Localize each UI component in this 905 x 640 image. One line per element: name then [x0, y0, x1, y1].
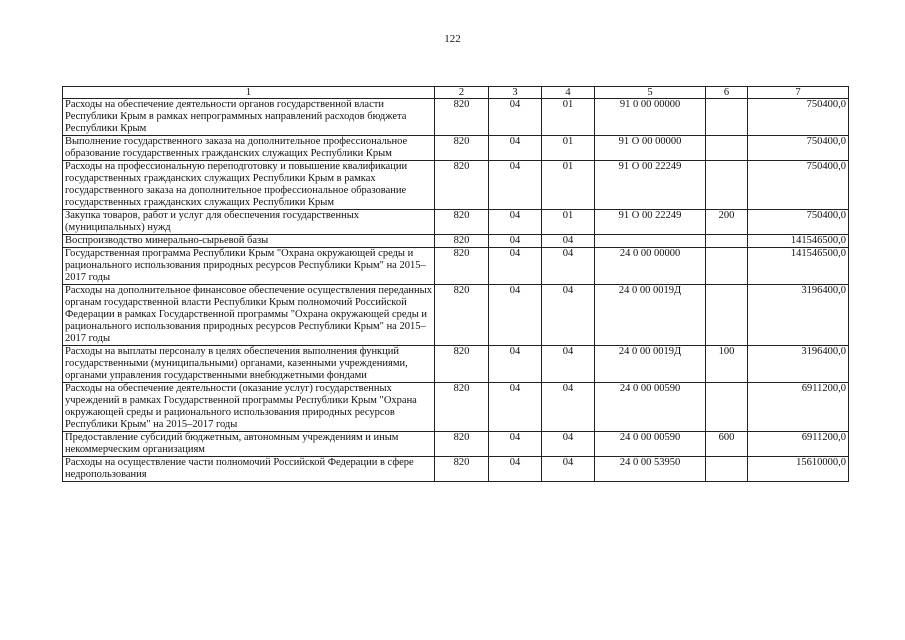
row-name: Расходы на обеспечение деятельности органов государственной власти Республики Крым в рамках непрограммных направлений расходов бюджета Республики Крым [63, 99, 435, 136]
cell-pr: 04 [542, 383, 595, 432]
cell-pr: 04 [542, 432, 595, 457]
cell-ved: 820 [435, 235, 489, 248]
cell-rz: 04 [489, 248, 542, 285]
cell-rz: 04 [489, 136, 542, 161]
cell-csr: 24 0 00 0019Д [595, 346, 706, 383]
cell-pr: 01 [542, 136, 595, 161]
row-name: Расходы на дополнительное финансовое обеспечение осуществления переданных органам государственной власти Республики Крым полномочий Российской Федерации в рамках Государственной программы "Охрана окружающей среды и рационального использования природных ресурсов Республики Крым" на 2015–2017 годы [63, 285, 435, 346]
table-row [63, 210, 849, 235]
cell-ved: 820 [435, 248, 489, 285]
row-name: Предоставление субсидий бюджетным, автономным учреждениям и иным некоммерческим организациям [63, 432, 435, 457]
cell-rz: 04 [489, 457, 542, 482]
cell-csr: 91 0 00 00000 [595, 99, 706, 136]
table-row [63, 432, 849, 457]
cell-sum: 15610000,0 [748, 457, 849, 482]
table-body [63, 99, 849, 482]
column-header: 5 [595, 87, 706, 99]
cell-vr [706, 161, 748, 210]
cell-vr: 600 [706, 432, 748, 457]
cell-pr: 04 [542, 457, 595, 482]
cell-sum: 750400,0 [748, 161, 849, 210]
cell-rz: 04 [489, 235, 542, 248]
cell-rz: 04 [489, 383, 542, 432]
row-name: Государственная программа Республики Крым "Охрана окружающей среды и рационального использования природных ресурсов Республики Крым" на 2015–2017 годы [63, 248, 435, 285]
cell-ved: 820 [435, 161, 489, 210]
cell-vr [706, 99, 748, 136]
cell-vr [706, 136, 748, 161]
table-row [63, 235, 849, 248]
column-header: 6 [706, 87, 748, 99]
table-row [63, 457, 849, 482]
cell-ved: 820 [435, 136, 489, 161]
row-name: Расходы на обеспечение деятельности (оказание услуг) государственных учреждений в рамках Государственной программы Республики Крым "Охрана окружающей среды и рационального использования природных ресурсов Республики Крым" на 2015–2017 годы [63, 383, 435, 432]
cell-ved: 820 [435, 285, 489, 346]
cell-sum: 750400,0 [748, 210, 849, 235]
cell-sum: 3196400,0 [748, 346, 849, 383]
cell-ved: 820 [435, 346, 489, 383]
cell-csr: 24 0 00 00590 [595, 383, 706, 432]
cell-vr [706, 285, 748, 346]
table-row [63, 161, 849, 210]
column-header: 7 [748, 87, 849, 99]
cell-csr: 24 0 00 00590 [595, 432, 706, 457]
cell-pr: 01 [542, 210, 595, 235]
page-number: 122 [444, 33, 461, 45]
cell-csr: 24 0 00 00000 [595, 248, 706, 285]
cell-pr: 04 [542, 346, 595, 383]
cell-pr: 01 [542, 99, 595, 136]
cell-rz: 04 [489, 346, 542, 383]
cell-sum: 141546500,0 [748, 235, 849, 248]
table-row [63, 136, 849, 161]
table-row [63, 346, 849, 383]
cell-pr: 04 [542, 235, 595, 248]
cell-pr: 04 [542, 285, 595, 346]
cell-ved: 820 [435, 99, 489, 136]
table-row [63, 383, 849, 432]
cell-sum: 750400,0 [748, 136, 849, 161]
cell-sum: 141546500,0 [748, 248, 849, 285]
cell-csr: 91 О 00 00000 [595, 136, 706, 161]
cell-vr [706, 383, 748, 432]
cell-ved: 820 [435, 432, 489, 457]
cell-ved: 820 [435, 457, 489, 482]
column-header: 3 [489, 87, 542, 99]
column-header: 1 [63, 87, 435, 99]
cell-pr: 04 [542, 248, 595, 285]
column-header: 2 [435, 87, 489, 99]
cell-ved: 820 [435, 383, 489, 432]
cell-vr [706, 248, 748, 285]
cell-sum: 3196400,0 [748, 285, 849, 346]
budget-table [62, 86, 849, 482]
cell-sum: 750400,0 [748, 99, 849, 136]
cell-rz: 04 [489, 210, 542, 235]
cell-rz: 04 [489, 285, 542, 346]
cell-vr [706, 235, 748, 248]
cell-rz: 04 [489, 432, 542, 457]
cell-ved: 820 [435, 210, 489, 235]
row-name: Расходы на выплаты персоналу в целях обеспечения выполнения функций государственными (муниципальными) органами, казенными учреждениями, органами управления государственными внебюджетными фондами [63, 346, 435, 383]
row-name: Закупка товаров, работ и услуг для обеспечения государственных (муниципальных) нужд [63, 210, 435, 235]
cell-rz: 04 [489, 161, 542, 210]
cell-csr: 24 0 00 0019Д [595, 285, 706, 346]
cell-csr: 91 О 00 22249 [595, 210, 706, 235]
row-name: Воспроизводство минерально-сырьевой базы [63, 235, 435, 248]
table-row [63, 248, 849, 285]
cell-vr: 200 [706, 210, 748, 235]
cell-csr: 91 О 00 22249 [595, 161, 706, 210]
column-header: 4 [542, 87, 595, 99]
cell-pr: 01 [542, 161, 595, 210]
row-name: Выполнение государственного заказа на дополнительное профессиональное образование государственных гражданских служащих Республики Крым [63, 136, 435, 161]
table-header-row [63, 87, 849, 99]
cell-vr [706, 457, 748, 482]
row-name: Расходы на профессиональную переподготовку и повышение квалификации государственных гражданских служащих Республики Крым в рамках государственного заказа на дополнительное профессиональное образование государственных гражданских служащих Республики Крым [63, 161, 435, 210]
table-row [63, 99, 849, 136]
cell-rz: 04 [489, 99, 542, 136]
cell-csr [595, 235, 706, 248]
cell-csr: 24 0 00 53950 [595, 457, 706, 482]
row-name: Расходы на осуществление части полномочий Российской Федерации в сфере недропользования [63, 457, 435, 482]
cell-sum: 6911200,0 [748, 383, 849, 432]
cell-sum: 6911200,0 [748, 432, 849, 457]
table-row [63, 285, 849, 346]
cell-vr: 100 [706, 346, 748, 383]
